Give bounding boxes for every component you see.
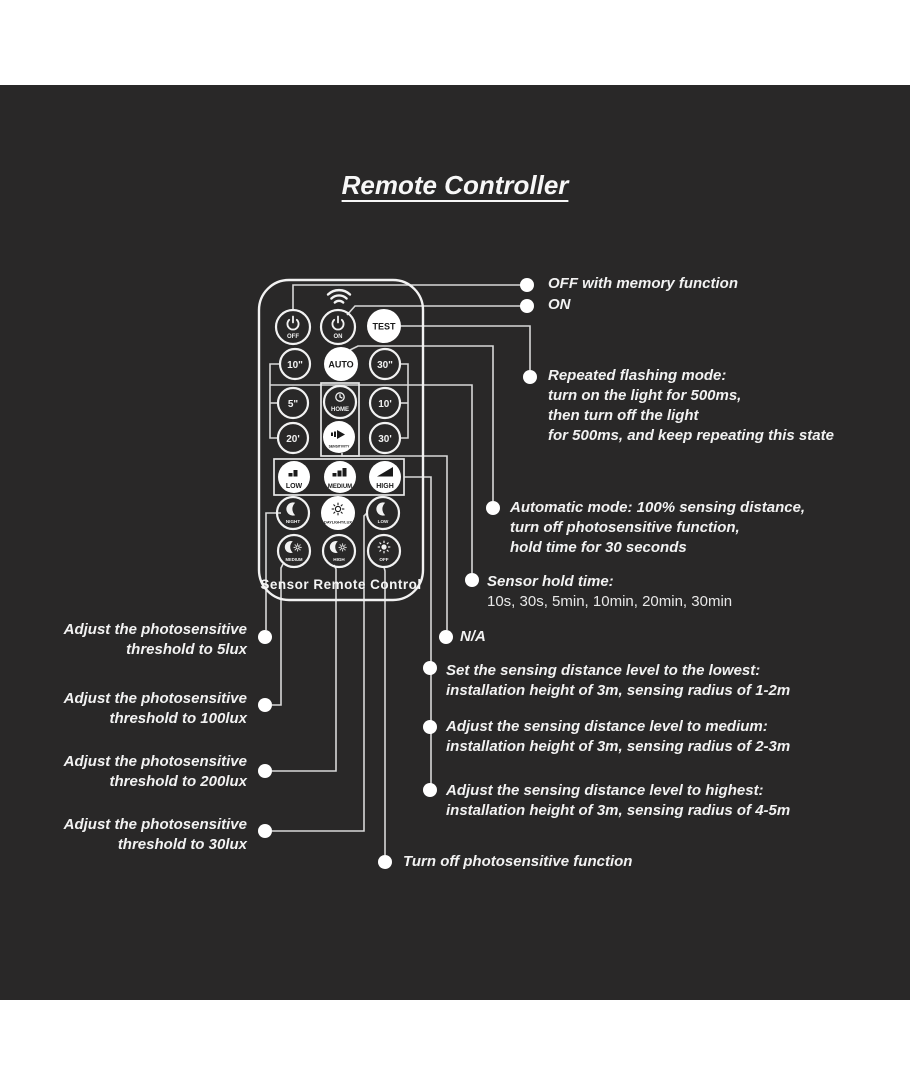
button-home bbox=[324, 386, 356, 418]
moon-icon bbox=[286, 502, 295, 515]
callout-on: ON bbox=[548, 296, 571, 313]
callout-na: N/A bbox=[460, 628, 486, 645]
svg-text:10': 10' bbox=[378, 399, 392, 410]
clock-icon bbox=[336, 393, 344, 401]
button-10m bbox=[370, 388, 400, 418]
button-daylight-lux bbox=[321, 496, 355, 530]
button-sensitivity bbox=[323, 421, 355, 453]
power-icon bbox=[332, 317, 343, 330]
button-10s bbox=[280, 349, 310, 379]
svg-text:DAYLIGHT/LUX: DAYLIGHT/LUX bbox=[324, 520, 352, 525]
svg-text:MEDIUM: MEDIUM bbox=[327, 484, 353, 490]
callout-photosensitive-off: Turn off photosensitive function bbox=[403, 853, 633, 870]
svg-text:OFF: OFF bbox=[287, 334, 299, 340]
svg-text:HIGH: HIGH bbox=[376, 483, 394, 490]
callout-threshold-30lux: Adjust the photosensitive threshold to 30lux bbox=[63, 816, 247, 853]
button-30s bbox=[370, 349, 400, 379]
callout-sensing-medium: Adjust the sensing distance level to medium: installation height of 3m, sensing radius of 2-3m bbox=[446, 718, 791, 755]
button-level-high bbox=[369, 461, 401, 493]
page-title: Remote Controller bbox=[341, 170, 569, 200]
callout-threshold-100lux: Adjust the photosensitive threshold to 100lux bbox=[63, 690, 247, 727]
button-5s bbox=[278, 388, 308, 418]
svg-text:LOW: LOW bbox=[285, 483, 303, 490]
svg-text:5": 5" bbox=[287, 399, 299, 410]
svg-text:30': 30' bbox=[378, 434, 392, 445]
remote-label: Sensor Remote Control bbox=[260, 577, 422, 592]
svg-text:20': 20' bbox=[286, 434, 300, 445]
moon-sun-icon bbox=[330, 541, 347, 553]
button-lux-high bbox=[323, 535, 355, 567]
button-lux-low bbox=[367, 497, 399, 529]
svg-text:AUTO: AUTO bbox=[328, 359, 354, 370]
svg-text:10": 10" bbox=[287, 360, 303, 371]
callout-sensor-hold-time: Sensor hold time: 10s, 30s, 5min, 10min, 20min, 30min bbox=[487, 573, 733, 610]
svg-text:NIGHT: NIGHT bbox=[285, 519, 301, 524]
moon-icon bbox=[376, 502, 385, 515]
sun-icon bbox=[378, 541, 391, 554]
svg-text:MEDIUM: MEDIUM bbox=[285, 557, 303, 562]
button-level-low bbox=[278, 461, 310, 493]
button-night bbox=[277, 497, 309, 529]
svg-text:HOME: HOME bbox=[331, 407, 349, 413]
svg-text:SENSITIVITY: SENSITIVITY bbox=[328, 444, 350, 449]
button-30m bbox=[370, 423, 400, 453]
button-lux-off bbox=[368, 535, 400, 567]
button-auto bbox=[324, 347, 358, 381]
callout-repeated-flashing: Repeated flashing mode: turn on the light for 500ms, then turn off the light for 500ms, and keep repeating this state bbox=[548, 367, 834, 444]
svg-text:HIGH: HIGH bbox=[333, 557, 345, 562]
callout-threshold-5lux: Adjust the photosensitive threshold to 5lux bbox=[63, 621, 247, 658]
wifi-signal-icon bbox=[328, 290, 350, 302]
button-lux-medium bbox=[278, 535, 310, 567]
svg-text:30": 30" bbox=[377, 360, 393, 371]
power-icon bbox=[287, 317, 298, 330]
moon-sun-icon bbox=[285, 541, 302, 553]
callout-off-memory: OFF with memory function bbox=[548, 275, 738, 292]
callout-threshold-200lux: Adjust the photosensitive threshold to 200lux bbox=[63, 753, 247, 790]
button-test bbox=[367, 309, 401, 343]
callout-sensing-highest: Adjust the sensing distance level to highest: installation height of 3m, sensing radius of 4-5m bbox=[446, 782, 791, 819]
svg-text:OFF: OFF bbox=[379, 557, 389, 562]
svg-text:ON: ON bbox=[333, 334, 343, 340]
button-on bbox=[321, 310, 355, 344]
button-off bbox=[276, 310, 310, 344]
callout-sensing-lowest: Set the sensing distance level to the lowest: installation height of 3m, sensing radius of 1-2m bbox=[446, 662, 791, 699]
svg-text:TEST: TEST bbox=[372, 321, 396, 332]
button-level-medium bbox=[324, 461, 356, 493]
callout-automatic-mode: Automatic mode: 100% sensing distance, turn off photosensitive function, hold time for 30 seconds bbox=[510, 499, 806, 556]
svg-text:LOW: LOW bbox=[377, 519, 389, 524]
button-20m bbox=[278, 423, 308, 453]
